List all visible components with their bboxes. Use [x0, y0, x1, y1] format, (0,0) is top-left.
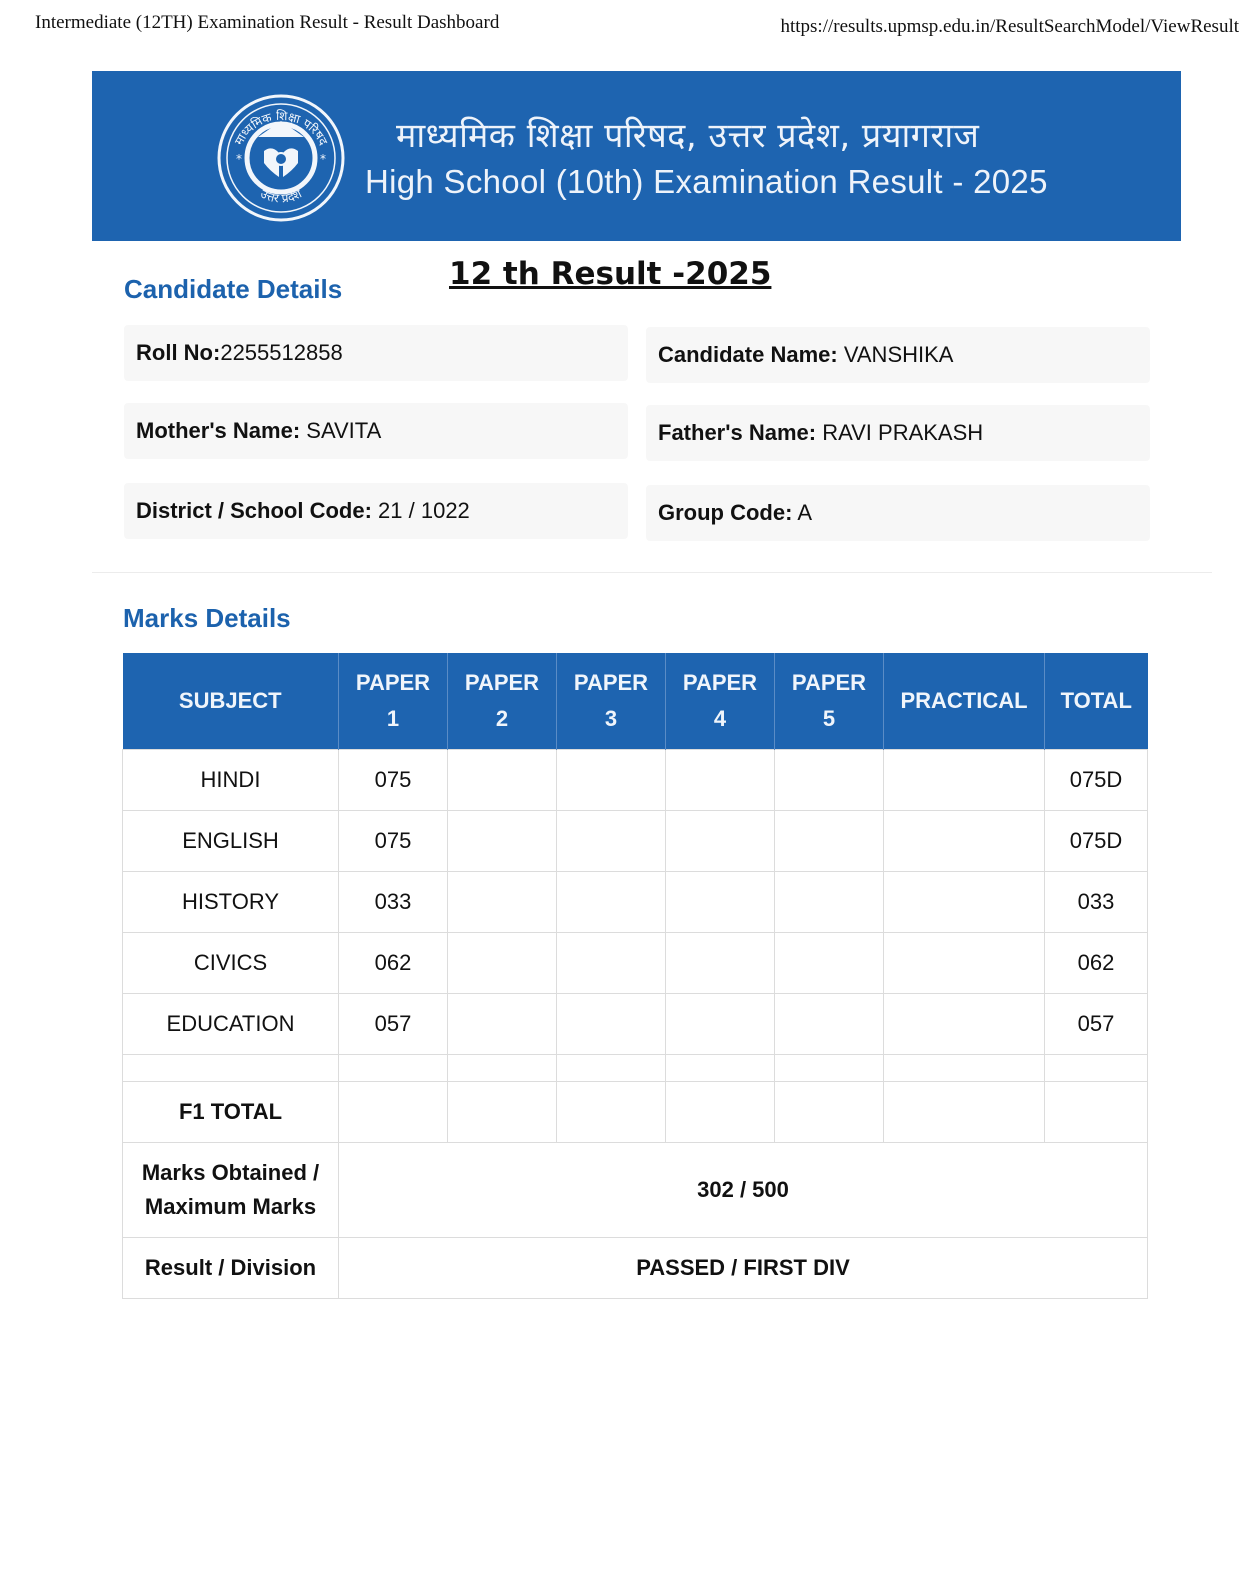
- father-name-field: [646, 405, 1150, 461]
- mother-name-field: [124, 403, 628, 459]
- result-division-row: [123, 1238, 1148, 1299]
- paper-5-cell: [775, 750, 884, 811]
- marks-obtained-label: Marks Obtained / Maximum Marks: [123, 1143, 339, 1238]
- practical-cell: [884, 872, 1045, 933]
- candidate-name-label: Candidate Name:: [658, 342, 838, 367]
- father-name-value: RAVI PRAKASH: [822, 420, 984, 445]
- banner-title-english: High School (10th) Examination Result - 2025: [365, 163, 1048, 200]
- svg-text:*: *: [320, 152, 326, 166]
- paper-5-cell: [775, 811, 884, 872]
- table-row: [123, 933, 1148, 994]
- paper-1-cell: 075: [339, 750, 448, 811]
- total-cell: 033: [1045, 872, 1148, 933]
- candidate-details-heading: Candidate Details: [124, 274, 343, 304]
- paper-4-cell: [666, 811, 775, 872]
- group-code-label: Group Code:: [658, 500, 793, 525]
- subject-cell: CIVICS: [123, 933, 339, 994]
- result-division-value: PASSED / FIRST DIV: [339, 1238, 1148, 1299]
- paper-3-cell: [557, 811, 666, 872]
- header-practical: PRACTICAL: [884, 653, 1045, 750]
- paper-4-cell: [666, 750, 775, 811]
- paper-4-cell: [666, 933, 775, 994]
- table-row: [123, 750, 1148, 811]
- total-cell: 075D: [1045, 811, 1148, 872]
- district-school-code-value: 21 / 1022: [378, 498, 470, 523]
- paper-5-cell: [775, 872, 884, 933]
- candidate-name-value: VANSHIKA: [843, 342, 954, 367]
- subject-cell: EDUCATION: [123, 994, 339, 1055]
- subject-cell: ENGLISH: [123, 811, 339, 872]
- total-cell: 075D: [1045, 750, 1148, 811]
- paper-3-cell: [557, 872, 666, 933]
- roll-number-value: 2255512858: [220, 340, 343, 365]
- mother-name-value: SAVITA: [306, 418, 382, 443]
- paper-2-cell: [448, 933, 557, 994]
- group-code-field: [646, 485, 1150, 541]
- paper-4-cell: [666, 872, 775, 933]
- marks-obtained-row: [123, 1143, 1148, 1238]
- roll-number-field: [124, 325, 628, 381]
- print-url: https://results.upmsp.edu.in/ResultSearchModel/ViewResult: [780, 16, 1239, 37]
- paper-2-cell: [448, 872, 557, 933]
- header-paper-3: PAPER 3: [557, 653, 666, 750]
- header-paper-2: PAPER 2: [448, 653, 557, 750]
- banner-title-hindi: माध्यमिक शिक्षा परिषद, उत्तर प्रदेश, प्रयागराज: [396, 116, 980, 156]
- table-row: [123, 872, 1148, 933]
- father-name-label: Father's Name:: [658, 420, 817, 445]
- paper-4-cell: [666, 994, 775, 1055]
- spacer-row: [123, 1055, 1148, 1082]
- district-school-code-field: [124, 483, 628, 539]
- result-banner: [92, 71, 1181, 241]
- paper-3-cell: [557, 750, 666, 811]
- svg-text:उत्तर प्रदेश: [258, 186, 304, 205]
- group-code-value: A: [797, 500, 813, 525]
- district-school-code-label: District / School Code:: [136, 498, 372, 523]
- paper-1-cell: 062: [339, 933, 448, 994]
- header-subject: SUBJECT: [123, 653, 339, 750]
- subject-cell: HISTORY: [123, 872, 339, 933]
- paper-3-cell: [557, 994, 666, 1055]
- paper-1-cell: 075: [339, 811, 448, 872]
- paper-3-cell: [557, 933, 666, 994]
- paper-2-cell: [448, 994, 557, 1055]
- practical-cell: [884, 750, 1045, 811]
- practical-cell: [884, 933, 1045, 994]
- total-cell: 057: [1045, 994, 1148, 1055]
- svg-text:*: *: [236, 152, 242, 166]
- mother-name-label: Mother's Name:: [136, 418, 301, 443]
- header-paper-5: PAPER 5: [775, 653, 884, 750]
- emblem-text-bottom: उत्तर प्रदेश: [258, 186, 304, 206]
- paper-1-cell: 033: [339, 872, 448, 933]
- marks-header-row: [123, 653, 1148, 750]
- f1-total-label: F1 TOTAL: [123, 1082, 339, 1143]
- result-division-label: Result / Division: [123, 1238, 339, 1299]
- practical-cell: [884, 811, 1045, 872]
- paper-2-cell: [448, 750, 557, 811]
- print-header: [35, 10, 1239, 40]
- candidate-name-field: [646, 327, 1150, 383]
- f1-total-row: [123, 1082, 1148, 1143]
- upmsp-emblem-icon: [216, 93, 346, 223]
- paper-2-cell: [448, 811, 557, 872]
- roll-number-label: Roll No:: [136, 340, 221, 365]
- section-divider: [92, 572, 1212, 573]
- header-total: TOTAL: [1045, 653, 1148, 750]
- emblem-text-top: माध्यमिक शिक्षा परिषद: [231, 108, 331, 148]
- paper-5-cell: [775, 933, 884, 994]
- subject-cell: HINDI: [123, 750, 339, 811]
- table-row: [123, 994, 1148, 1055]
- header-paper-4: PAPER 4: [666, 653, 775, 750]
- marks-obtained-value: 302 / 500: [339, 1143, 1148, 1238]
- paper-1-cell: 057: [339, 994, 448, 1055]
- print-title: Intermediate (12TH) Examination Result - Result Dashboard: [35, 12, 500, 33]
- marks-table: [122, 653, 1148, 1299]
- practical-cell: [884, 994, 1045, 1055]
- total-cell: 062: [1045, 933, 1148, 994]
- marks-details-heading: Marks Details: [123, 603, 291, 633]
- table-row: [123, 811, 1148, 872]
- overlay-result-title: 12 th Result -2025: [449, 256, 772, 292]
- header-paper-1: PAPER 1: [339, 653, 448, 750]
- paper-5-cell: [775, 994, 884, 1055]
